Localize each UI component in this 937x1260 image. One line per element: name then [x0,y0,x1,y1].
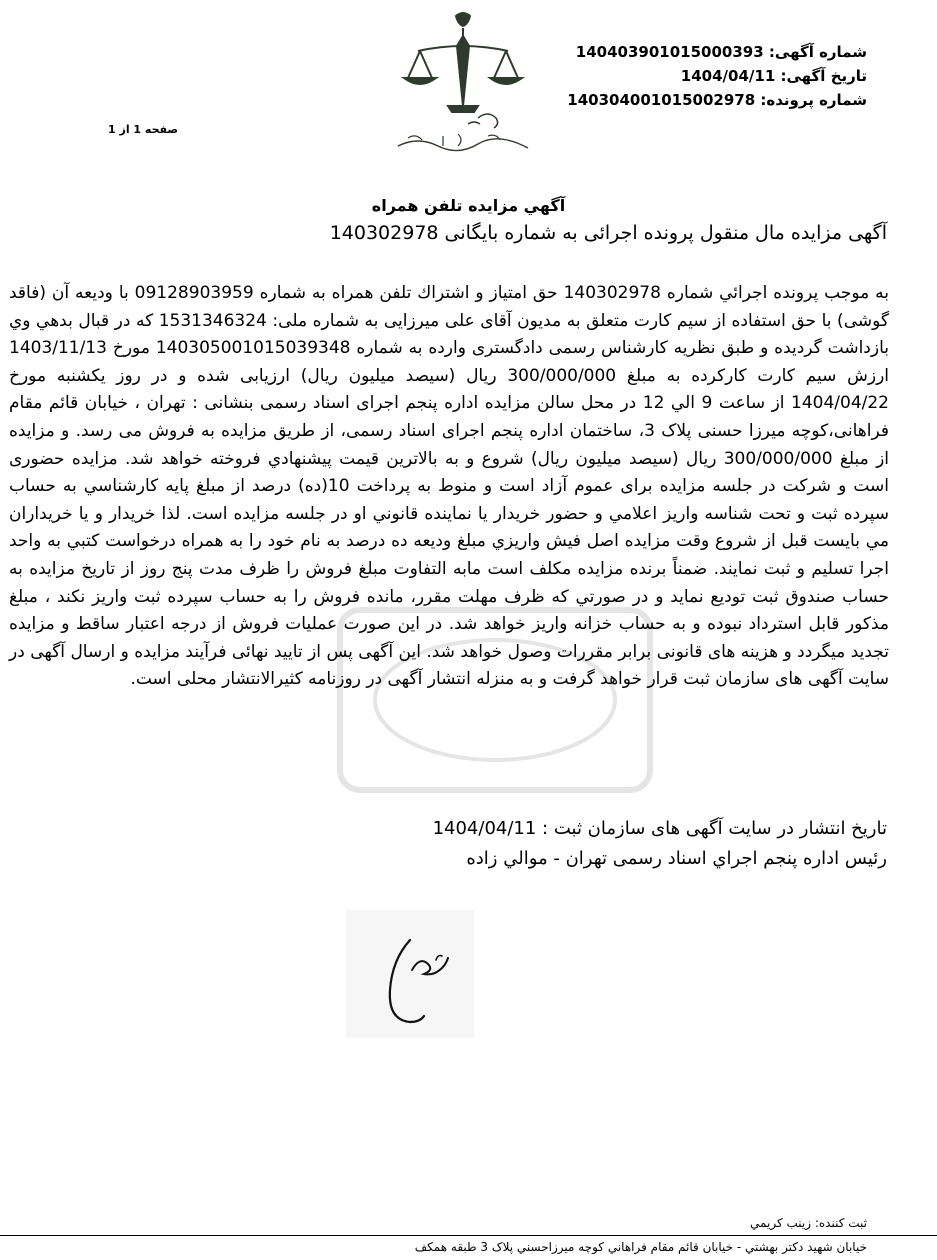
ad-number-row [527,40,867,64]
registrar-line [750,1216,867,1230]
file-number-row [527,88,867,112]
ad-number: 140403901015000393 [575,43,764,61]
page-number: صفحه 1 از 1 [108,123,179,136]
ad-date: 1404/04/11 [680,67,776,85]
ad-number-label: شماره آگهی: [768,43,867,61]
ad-metadata [527,40,867,112]
ad-date-row [527,64,867,88]
notice-body: به موجب پرونده اجرائي شماره 140302978 حق امتیاز و اشتراك تلفن همراه به شماره 09128903959 با وديعه آن (فاقد گوشی) با حق استفاده از سیم کارت متعلق به مدیون آقای علی میرزایی به شماره ملی: 1531346324 که در قبال بدهي وي بازداشت گرديده و طبق نظريه کارشناس رسمی دادگستری وارده به شماره 140305001015039348 مورخ 1403/11/13 ارزش سیم کارت کارکرده به مبلغ 300/000/000 ریال (سیصد میلیون ریال) ارزیابی شده و در روز يکشنبه مورخ 1404/04/22 از ساعت 9 الي 12 در محل سالن مزایده اداره پنجم اجرای اسناد رسمی بنشانی : تهران ، خیابان قائم مقام فراهانی،کوچه میرزا حسنی پلاک 3، ساختمان اداره پنجم اجرای اسناد رسمی، از طريق مزايده به فروش می رسد. و مزایده از مبلغ 300/000/000 ریال (سیصد میلیون ریال) شروع و به بالاترين قيمت پيشنهادي فروخته خواهد شد. مزایده حضوری است و شرکت در جلسه مزايده برای عموم آزاد است و منوط به پرداخت 10(ده) درصد از مبلغ پايه کارشناسي به حساب سپرده ثبت و تحت شناسه واريز اعلامي و حضور خريدار يا نماينده قانوني او در جلسه مزايده است. لذا خريدار و يا خريداران مي بايست قبل از شروع وقت مزايده اصل فيش واريزي مبلغ وديعه ده درصد به نام خود را به همراه درخواست کتبي به واحد اجرا تسليم و ثبت نمايند. ضمناً برنده مزایده مكلف است مابه التفاوت مبلغ فروش را ظرف مدت پنج روز از تاريخ مزايده به حساب صندوق ثبت توديع نمايد و در صورتي كه ظرف مهلت مقرر، مانده فروش را به حساب سپرده ثبت واريز نكند ، مبلغ مذكور قابل استرداد نبوده و به حساب خزانه واريز خواهد شد. در این صورت عملیات فروش از درجه اعتبار ساقط و مزايده تجديد ميگردد و هزينه هاى قانونى برابر مقررات وصول خواهد شد. این آگهی پس از تایید نهائی فرآیند مزایده و ارسال آگهی در سایت آگهی های سازمان ثبت قرار خواهد گرفت و به منزله انتشار آگهی در روزنامه کثیرالانتشار محلی است. [9,283,890,690]
file-number-label: شماره پرونده: [760,91,867,109]
judiciary-emblem-icon [388,6,538,156]
registrar-name: زينب کريمي [750,1216,812,1230]
footer-divider [0,1235,937,1236]
file-number: 140304001015002978 [567,91,756,109]
publication-date-line: تاریخ انتشار در سایت آگهی های سازمان ثبت : 1404/04/11 [432,818,887,839]
registrar-label: ثبت کننده: [814,1216,867,1230]
ad-date-label: تاریخ آگهی: [780,67,867,85]
office-chief-line: رئیس اداره پنجم اجراي اسناد رسمی تهران - موالي زاده [466,848,887,869]
notice-subtitle: آگهی مزایده مال منقول پرونده اجرائی به شماره بایگانی 140302978 [329,222,887,244]
signature-icon [340,900,480,1050]
office-address: خيابان شهيد دکتر بهشتي - خيابان قائم مقام فراهاني کوچه ميرزاحسني پلاک 3 طبقه همکف [414,1240,867,1254]
notice-title: آگهي مزايده تلفن همراه [371,196,566,215]
